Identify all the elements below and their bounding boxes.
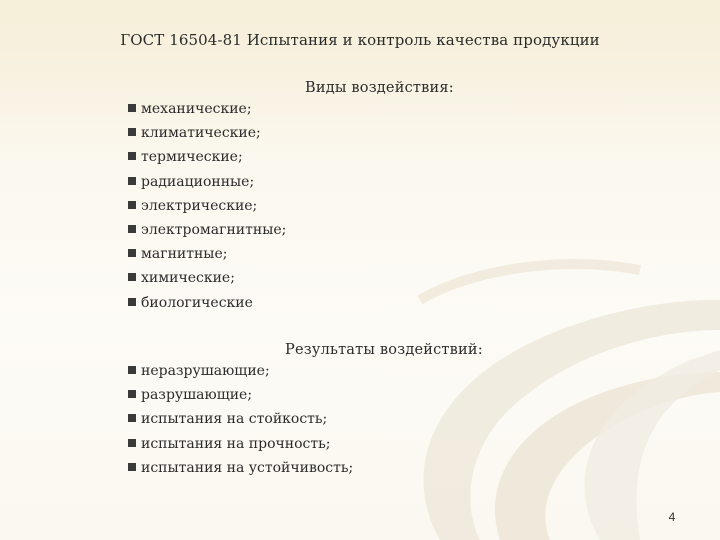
page-number: 4 [668,510,676,524]
list-item: термические; [128,145,286,169]
list-item: механические; [128,97,286,121]
list-item: неразрушающие; [128,359,353,383]
list-item: магнитные; [128,242,286,266]
list-item: климатические; [128,121,286,145]
bullet-square-icon [128,273,136,281]
section-heading-impact-results: Результаты воздействий: [285,342,483,358]
bullet-square-icon [128,439,136,447]
impact-types-list [128,97,286,315]
list-item: электромагнитные; [128,218,286,242]
list-item: электрические; [128,194,286,218]
slide-title: ГОСТ 16504-81 Испытания и контроль качества продукции [120,31,600,49]
bullet-square-icon [128,390,136,398]
list-item: испытания на стойкость; [128,407,353,431]
list-item: радиационные; [128,170,286,194]
bullet-square-icon [128,201,136,209]
bullet-square-icon [128,104,136,112]
bullet-square-icon [128,298,136,306]
list-item: разрушающие; [128,383,353,407]
impact-results-list [128,359,353,480]
bullet-square-icon [128,128,136,136]
bullet-square-icon [128,414,136,422]
list-item: биологические [128,291,286,315]
list-item: испытания на прочность; [128,432,353,456]
bullet-square-icon [128,463,136,471]
bullet-square-icon [128,152,136,160]
list-item: испытания на устойчивость; [128,456,353,480]
bullet-square-icon [128,177,136,185]
bullet-square-icon [128,366,136,374]
bullet-square-icon [128,225,136,233]
list-item: химические; [128,266,286,290]
bullet-square-icon [128,249,136,257]
section-heading-impact-types: Виды воздействия: [305,80,454,96]
